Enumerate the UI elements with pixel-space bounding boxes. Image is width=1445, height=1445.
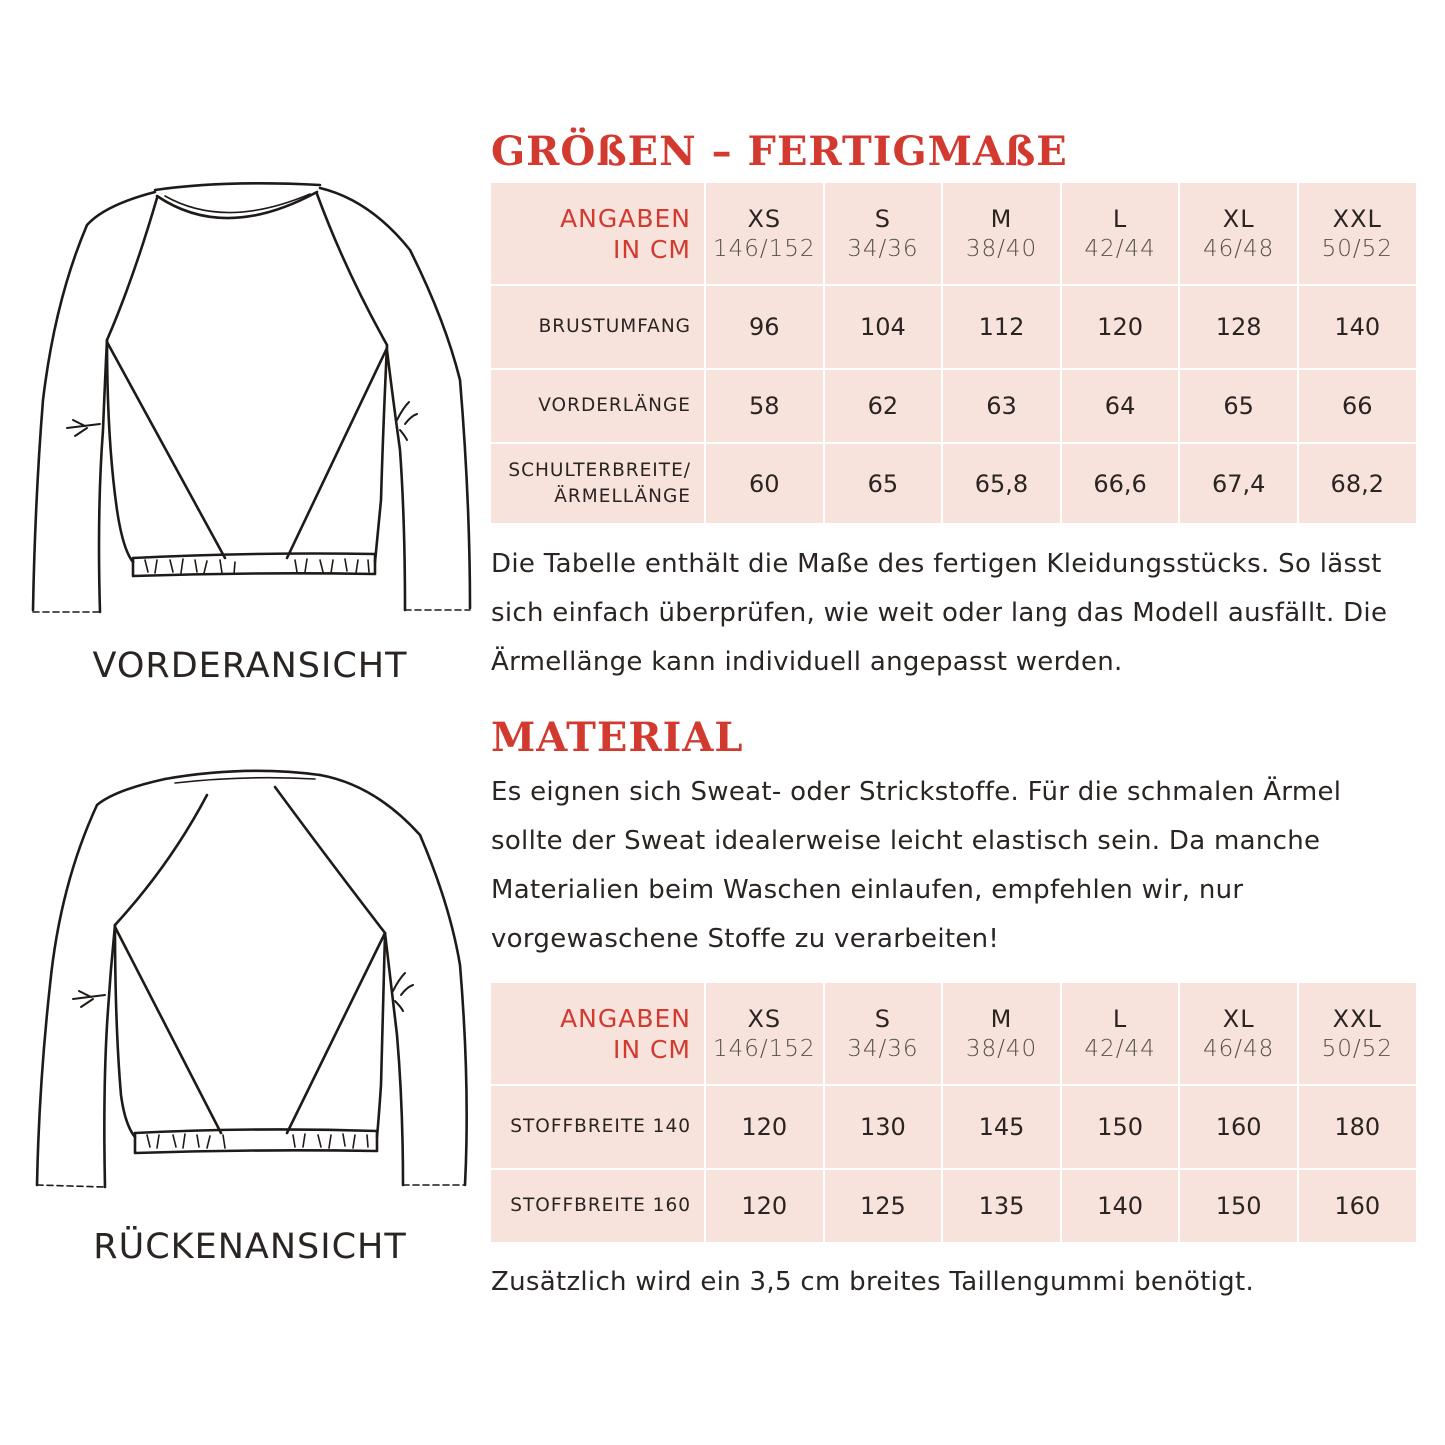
table-row: [491, 443, 1417, 524]
table-cell: 65: [824, 443, 943, 524]
table-cell: 150: [1061, 1085, 1180, 1169]
row-label: BRUSTUMFANG: [491, 285, 705, 369]
table-cell: 120: [705, 1085, 824, 1169]
table-cell: 65,8: [942, 443, 1061, 524]
size-column-s: [824, 983, 943, 1085]
table-cell: 65: [1179, 369, 1298, 443]
size-numbers: 34/36: [847, 235, 919, 262]
size-numbers: 46/48: [1203, 235, 1275, 262]
size-column-l: [1061, 183, 1180, 285]
table-header-row: [491, 183, 1417, 285]
size-numbers: 146/152: [713, 235, 816, 262]
size-numbers: 38/40: [965, 235, 1038, 262]
size-column-s: [824, 183, 943, 285]
size-column-l: [1061, 983, 1180, 1085]
size-code: XL: [1222, 1004, 1255, 1033]
fabric-requirements-table: [491, 983, 1418, 1244]
size-code: L: [1112, 204, 1128, 233]
sizes-section-title: GRÖßEN – FERTIGMAßE: [491, 128, 1068, 175]
units-label-line2: IN CM: [612, 1034, 691, 1064]
table-cell: 180: [1298, 1085, 1417, 1169]
size-column-xl: [1179, 983, 1298, 1085]
table-cell: 128: [1179, 285, 1298, 369]
table-cell: 145: [942, 1085, 1061, 1169]
table-cell: 64: [1061, 369, 1180, 443]
row-label: VORDERLÄNGE: [491, 369, 705, 443]
row-label-line1: SCHULTERBREITE/: [508, 459, 691, 481]
size-column-xs: [705, 183, 824, 285]
finished-measurements-table: [491, 183, 1418, 525]
table-cell: 120: [1061, 285, 1180, 369]
table-row: [491, 285, 1417, 369]
table-cell: 160: [1179, 1085, 1298, 1169]
size-code: XS: [747, 1004, 782, 1033]
table-cell: 135: [942, 1169, 1061, 1243]
table-header-row: [491, 983, 1417, 1085]
units-label-line1: ANGABEN: [560, 1003, 691, 1033]
table-cell: 112: [942, 285, 1061, 369]
size-column-xxl: [1298, 983, 1417, 1085]
size-numbers: 46/48: [1203, 1035, 1275, 1062]
size-numbers: 38/40: [965, 1035, 1038, 1062]
back-view-sketch: [25, 765, 495, 1205]
table-cell: 96: [705, 285, 824, 369]
table-cell: 63: [942, 369, 1061, 443]
size-code: XXL: [1332, 1004, 1382, 1033]
size-code: M: [990, 1004, 1013, 1033]
table-cell: 66,6: [1061, 443, 1180, 524]
table-cell: 125: [824, 1169, 943, 1243]
front-view-sketch: [25, 180, 495, 620]
row-label-line2: ÄRMELLÄNGE: [554, 485, 691, 507]
table-row: [491, 369, 1417, 443]
size-column-m: [942, 983, 1061, 1085]
units-label-line2: IN CM: [612, 234, 691, 264]
size-code: M: [990, 204, 1013, 233]
units-label: [491, 183, 705, 285]
back-view-label: RÜCKENANSICHT: [93, 1227, 407, 1267]
table-cell: 62: [824, 369, 943, 443]
table-cell: 120: [705, 1169, 824, 1243]
size-column-m: [942, 183, 1061, 285]
size-numbers: 50/52: [1321, 235, 1393, 262]
table-cell: 140: [1298, 285, 1417, 369]
table-cell: 104: [824, 285, 943, 369]
size-numbers: 146/152: [713, 1035, 816, 1062]
size-code: S: [874, 204, 891, 233]
size-column-xs: [705, 983, 824, 1085]
table-cell: 160: [1298, 1169, 1417, 1243]
table-cell: 67,4: [1179, 443, 1298, 524]
table-row: [491, 1169, 1417, 1243]
row-label: [491, 443, 705, 524]
table-cell: 68,2: [1298, 443, 1417, 524]
table-cell: 60: [705, 443, 824, 524]
units-label-line1: ANGABEN: [560, 203, 691, 233]
size-numbers: 42/44: [1084, 1035, 1156, 1062]
size-code: XXL: [1332, 204, 1382, 233]
table-row: [491, 1085, 1417, 1169]
table-cell: 66: [1298, 369, 1417, 443]
size-code: XS: [747, 204, 782, 233]
material-section-title: MATERIAL: [491, 714, 744, 761]
units-label: [491, 983, 705, 1085]
table-cell: 140: [1061, 1169, 1180, 1243]
front-view-label: VORDERANSICHT: [92, 646, 408, 686]
material-description: Es eignen sich Sweat- oder Strickstoffe. Für die schmalen Ärmel sollte der Sweat idealerweise leicht elastisch sein. Da manche Materialien beim Waschen einlaufen, empfehlen wir, nur vorgewaschene Stoffe zu verarbeiten!: [491, 777, 1342, 954]
elastic-note: Zusätzlich wird ein 3,5 cm breites Taillengummi benötigt.: [491, 1267, 1255, 1297]
sizes-description: Die Tabelle enthält die Maße des fertigen Kleidungsstücks. So lässt sich einfach überprüfen, wie weit oder lang das Modell ausfällt. Die Ärmellänge kann individuell angepasst werden.: [491, 549, 1388, 677]
size-column-xl: [1179, 183, 1298, 285]
size-numbers: 42/44: [1084, 235, 1156, 262]
table-cell: 58: [705, 369, 824, 443]
size-code: L: [1112, 1004, 1128, 1033]
size-code: S: [874, 1004, 891, 1033]
size-numbers: 34/36: [847, 1035, 919, 1062]
row-label: STOFFBREITE 160: [491, 1169, 705, 1243]
size-column-xxl: [1298, 183, 1417, 285]
size-numbers: 50/52: [1321, 1035, 1393, 1062]
size-code: XL: [1222, 204, 1255, 233]
table-cell: 150: [1179, 1169, 1298, 1243]
row-label: STOFFBREITE 140: [491, 1085, 705, 1169]
table-cell: 130: [824, 1085, 943, 1169]
